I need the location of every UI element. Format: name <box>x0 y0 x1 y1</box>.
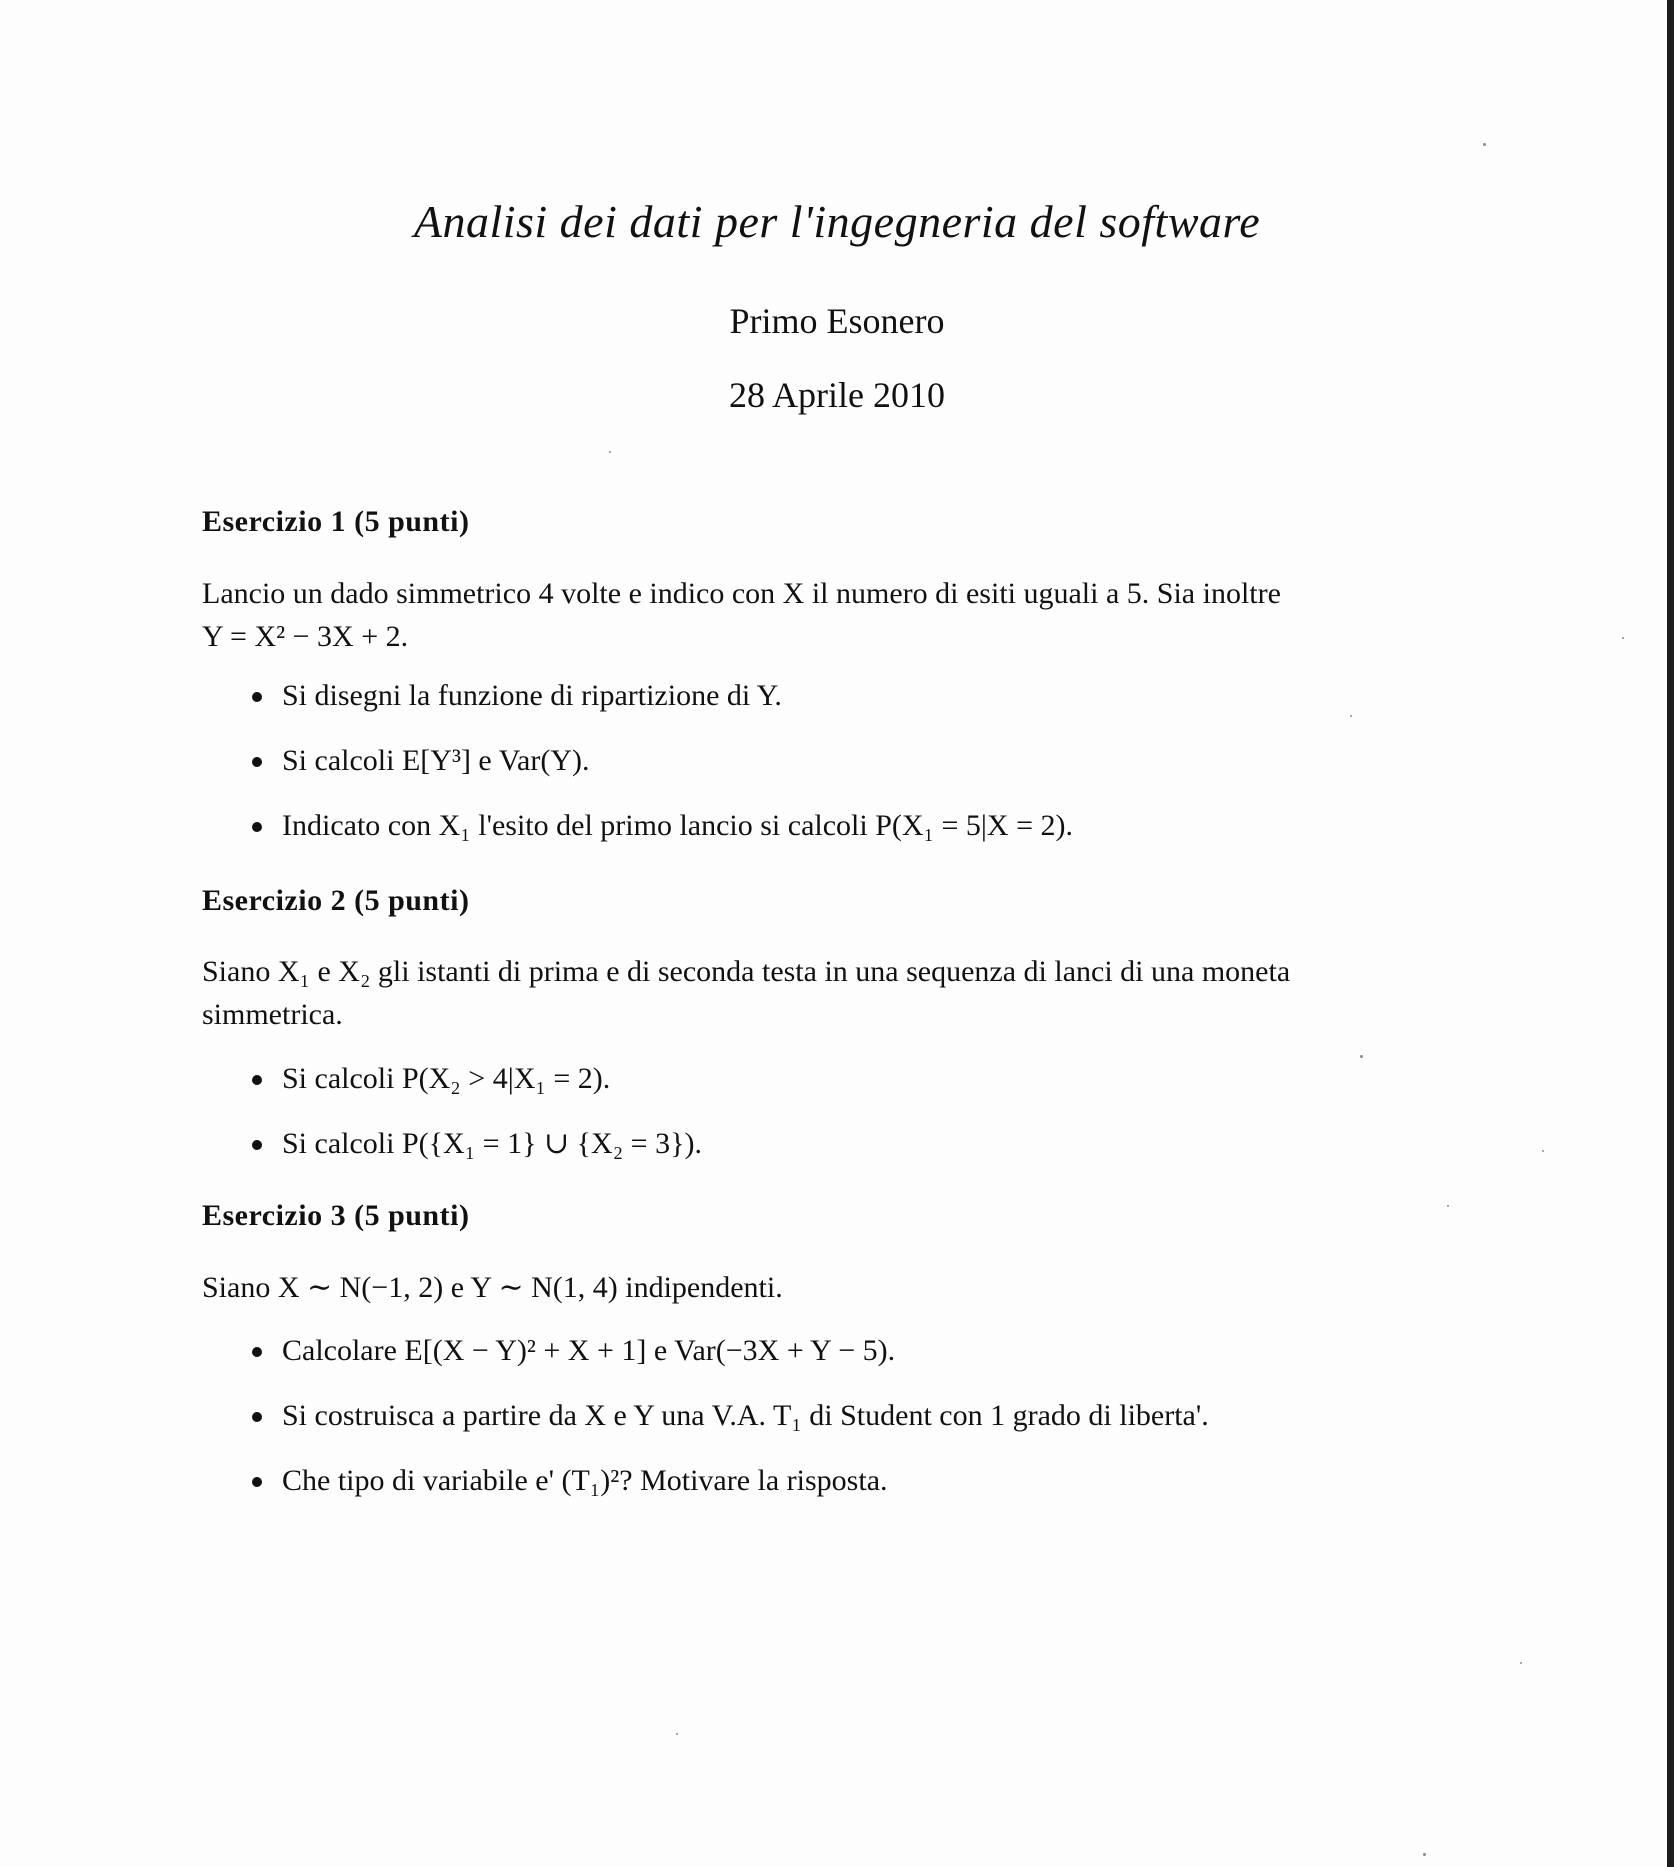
list-item <box>250 741 1073 781</box>
exercise-1-intro <box>202 572 1492 658</box>
list-item <box>250 1331 1209 1371</box>
bullet-icon <box>252 1140 262 1150</box>
exercise-1-intro-line-1: Lancio un dado simmetrico 4 volte e indico con X il numero di esiti uguali a 5. Sia inoltre <box>202 577 1281 610</box>
exercise-2-heading: Esercizio 2 (5 punti) <box>202 884 470 917</box>
exercise-3-intro-line-1: Siano X ∼ N(−1, 2) e Y ∼ N(1, 4) indipendenti. <box>202 1271 783 1304</box>
exercise-2-intro-line-1: Siano X₁ e X₂ gli istanti di prima e di seconda testa in una sequenza di lanci di una moneta <box>202 955 1291 988</box>
bullet-icon <box>252 822 262 832</box>
scan-edge-shadow <box>1667 0 1674 1867</box>
bullet-icon <box>252 1477 262 1487</box>
question-text: Si calcoli P({X₁ = 1} ∪ {X₂ = 3}). <box>282 1127 702 1160</box>
scan-speck <box>1350 715 1352 717</box>
bullet-icon <box>252 757 262 767</box>
list-item <box>250 806 1073 846</box>
scan-speck <box>1542 1150 1544 1152</box>
question-text: Si calcoli P(X₂ > 4|X₁ = 2). <box>282 1062 611 1095</box>
question-text: Si disegni la funzione di ripartizione di Y. <box>282 679 782 712</box>
question-text: Calcolare E[(X − Y)² + X + 1] e Var(−3X + Y − 5). <box>282 1334 896 1367</box>
bullet-icon <box>252 1347 262 1357</box>
document-title: Analisi dei dati per l'ingegneria del software <box>413 196 1261 247</box>
scan-speck <box>609 451 611 453</box>
document-subtitle: Primo Esonero <box>729 301 945 341</box>
exercise-1-questions <box>250 676 1073 871</box>
exercise-2-questions <box>250 1059 702 1189</box>
exercise-1-intro-line-2: Y = X² − 3X + 2. <box>202 620 409 653</box>
exercise-1-heading: Esercizio 1 (5 punti) <box>202 505 470 538</box>
list-item <box>250 1396 1209 1436</box>
exercise-2-intro <box>202 950 1492 1036</box>
bullet-icon <box>252 1412 262 1422</box>
exercise-3-questions <box>250 1331 1209 1526</box>
list-item <box>250 1059 702 1099</box>
scan-speck <box>1622 637 1624 639</box>
scan-speck <box>1423 1853 1426 1856</box>
scan-speck <box>676 1733 678 1735</box>
scan-speck <box>1483 143 1486 146</box>
question-text: Si costruisca a partire da X e Y una V.A. T₁ di Student con 1 grado di liberta'. <box>282 1399 1209 1432</box>
bullet-icon <box>252 1075 262 1085</box>
scan-speck <box>1520 1662 1522 1664</box>
question-text: Che tipo di variabile e' (T₁)²? Motivare la risposta. <box>282 1464 888 1497</box>
list-item <box>250 1124 702 1164</box>
scan-speck <box>1447 1205 1449 1207</box>
exercise-2-intro-line-2: simmetrica. <box>202 998 343 1031</box>
question-text: Si calcoli E[Y³] e Var(Y). <box>282 744 590 777</box>
exercise-3-intro <box>202 1266 1492 1309</box>
bullet-icon <box>252 692 262 702</box>
list-item <box>250 676 1073 716</box>
exercise-3-heading: Esercizio 3 (5 punti) <box>202 1199 470 1232</box>
list-item <box>250 1461 1209 1501</box>
question-text: Indicato con X₁ l'esito del primo lancio si calcoli P(X₁ = 5|X = 2). <box>282 809 1074 842</box>
document-date: 28 Aprile 2010 <box>729 375 945 415</box>
scan-speck <box>1360 1055 1363 1058</box>
